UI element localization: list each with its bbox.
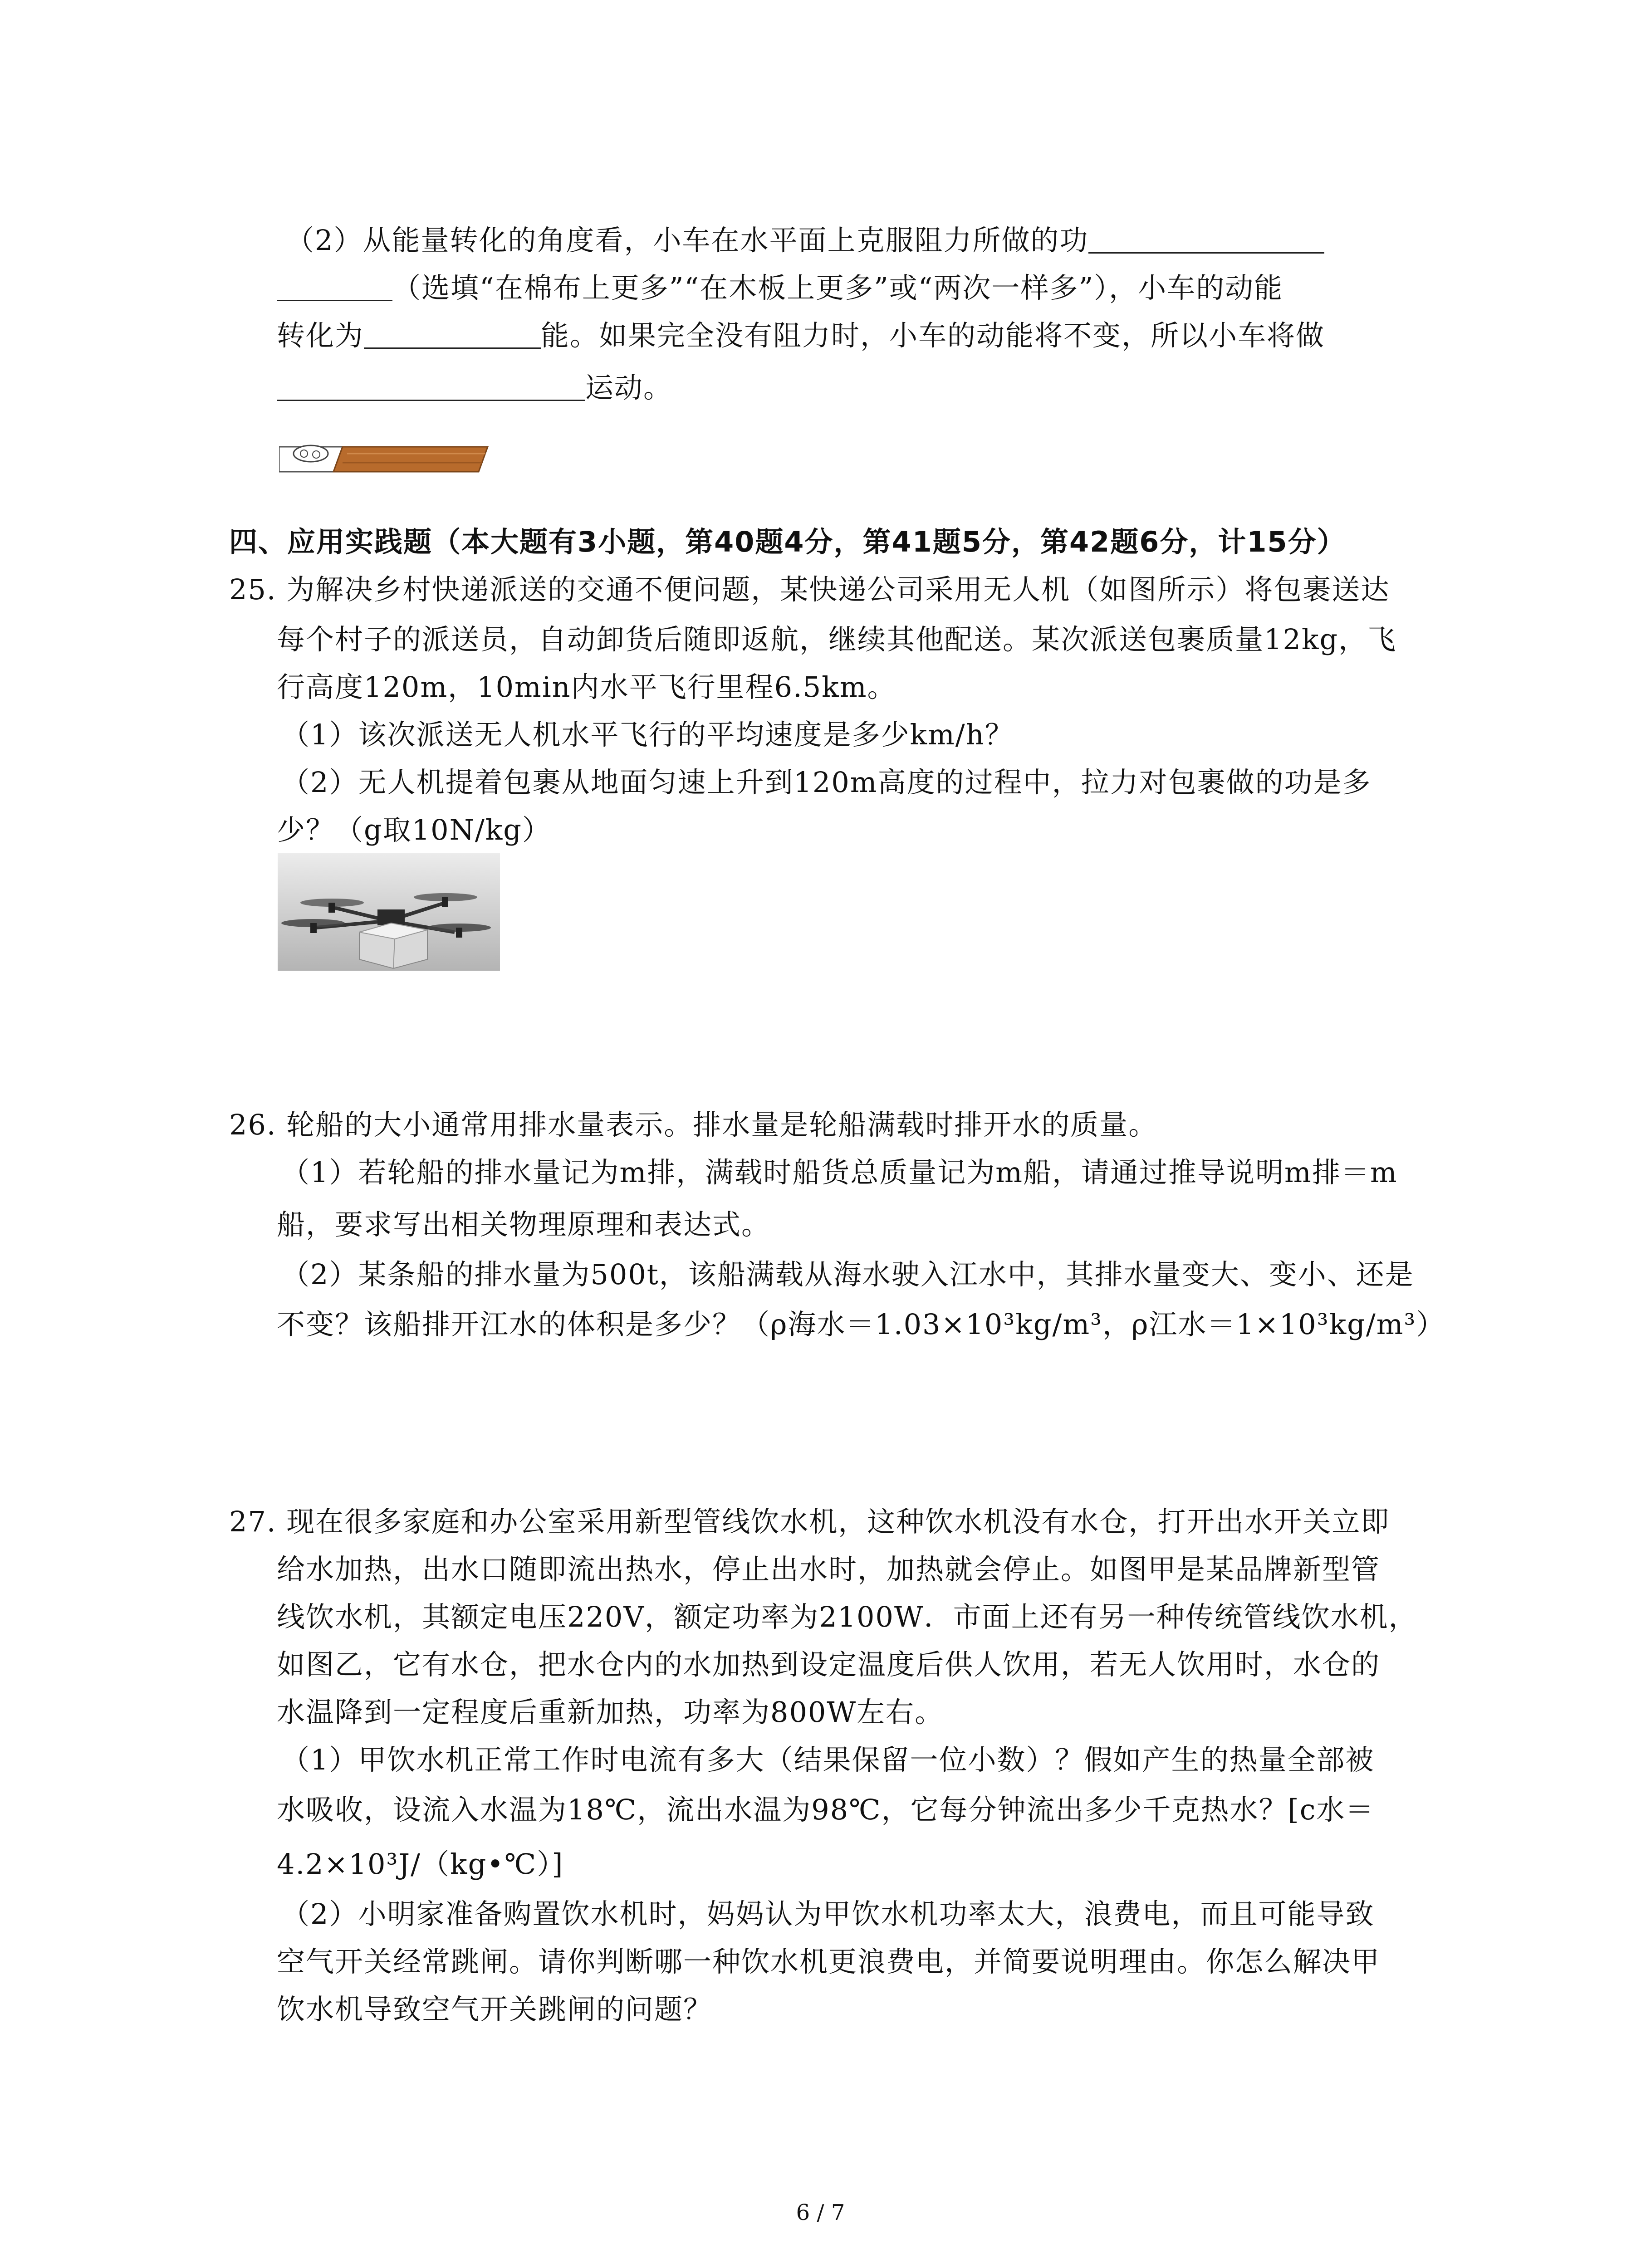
q27-sub1-line1: （1）甲饮水机正常工作时电流有多大（结果保留一位小数）？假如产生的热量全部被	[281, 1743, 1375, 1776]
q25-sub2-line1: （2）无人机提着包裹从地面匀速上升到120m高度的过程中，拉力对包裹做的功是多	[281, 766, 1372, 799]
q27-line3: 线饮水机，其额定电压220V，额定功率为2100W．市面上还有另一种传统管线饮水机，	[277, 1600, 1418, 1633]
q27-line2: 给水加热，出水口随即流出热水，停止出水时，加热就会停止。如图甲是某品牌新型管	[277, 1553, 1381, 1586]
q27-sub2-line2: 空气开关经常跳闸。请你判断哪一种饮水机更浪费电，并简要说明理由。你怎么解决甲	[277, 1945, 1381, 1978]
drone-image	[278, 853, 500, 971]
q24-part2-line3: 转化为 能。如果完全没有阻力时，小车的动能将不变，所以小车将做	[277, 319, 1325, 352]
answer-blank-3[interactable]	[277, 371, 585, 401]
q27-line5: 水温降到一定程度后重新加热，功率为800W左右。	[277, 1696, 944, 1729]
q25-line3: 行高度120m，10min内水平飞行里程6.5km。	[277, 670, 896, 704]
q25-line1: 25. 为解决乡村快递派送的交通不便问题，某快递公司采用无人机（如图所示）将包裹送达	[229, 573, 1390, 606]
q26-sub1-line1: （1）若轮船的排水量记为m排，满载时船货总质量记为m船，请通过推导说明m排＝m	[281, 1156, 1398, 1189]
q24-part2-line1: （2）从能量转化的角度看，小车在水平面上克服阻力所做的功	[286, 222, 1324, 259]
answer-blank-1[interactable]	[1088, 224, 1324, 254]
q24-part2-line2: （选填“在棉布上更多”“在木板上更多”或“两次一样多”），小车的动能	[277, 270, 1283, 306]
q25-sub2-line2: 少？（g取10N/kg）	[277, 813, 551, 846]
q25-line2: 每个村子的派送员，自动卸货后随即返航，继续其他配送。某次派送包裹质量12kg，飞	[277, 623, 1397, 656]
answer-blank-1-cont[interactable]	[277, 272, 392, 301]
q27-line4: 如图乙，它有水仓，把水仓内的水加热到设定温度后供人饮用，若无人饮用时，水仓的	[277, 1648, 1381, 1681]
q27-sub2-line1: （2）小明家准备购置饮水机时，妈妈认为甲饮水机功率太大，浪费电，而且可能导致	[281, 1897, 1375, 1931]
q26-sub2-line2: 不变？该船排开江水的体积是多少？（ρ海水＝1.03×10³kg/m³，ρ江水＝1×10³kg/m³）	[277, 1308, 1445, 1341]
q27-sub2-line3: 饮水机导致空气开关跳闸的问题？	[277, 1993, 713, 2026]
page-number: 6 / 7	[796, 2200, 845, 2225]
section-title: 四、应用实践题（本大题有3小题，第40题4分，第41题5分，第42题6分，计15分）	[229, 525, 1346, 558]
q27-sub1-line2: 水吸收，设流入水温为18℃，流出水温为98℃，它每分钟流出多少千克热水？[c水＝	[277, 1793, 1375, 1826]
q27-line1: 27. 现在很多家庭和办公室采用新型管线饮水机，这种饮水机没有水仓，打开出水开关立即	[229, 1505, 1390, 1538]
q26-sub2-line1: （2）某条船的排水量为500t，该船满载从海水驶入江水中，其排水量变大、变小、还是	[281, 1258, 1414, 1291]
q25-sub1: （1）该次派送无人机水平飞行的平均速度是多少km/h？	[281, 718, 1014, 751]
ramp-figure	[279, 429, 492, 474]
q24-part2-line4: 运动。	[277, 370, 672, 406]
answer-blank-2[interactable]	[364, 319, 541, 349]
q26-line1: 26. 轮船的大小通常用排水量表示。排水量是轮船满载时排开水的质量。	[229, 1108, 1158, 1141]
q27-sub1-line3: 4.2×10³J/（kg•℃）]	[277, 1848, 564, 1881]
q26-sub1-line2: 船，要求写出相关物理原理和表达式。	[277, 1208, 771, 1241]
